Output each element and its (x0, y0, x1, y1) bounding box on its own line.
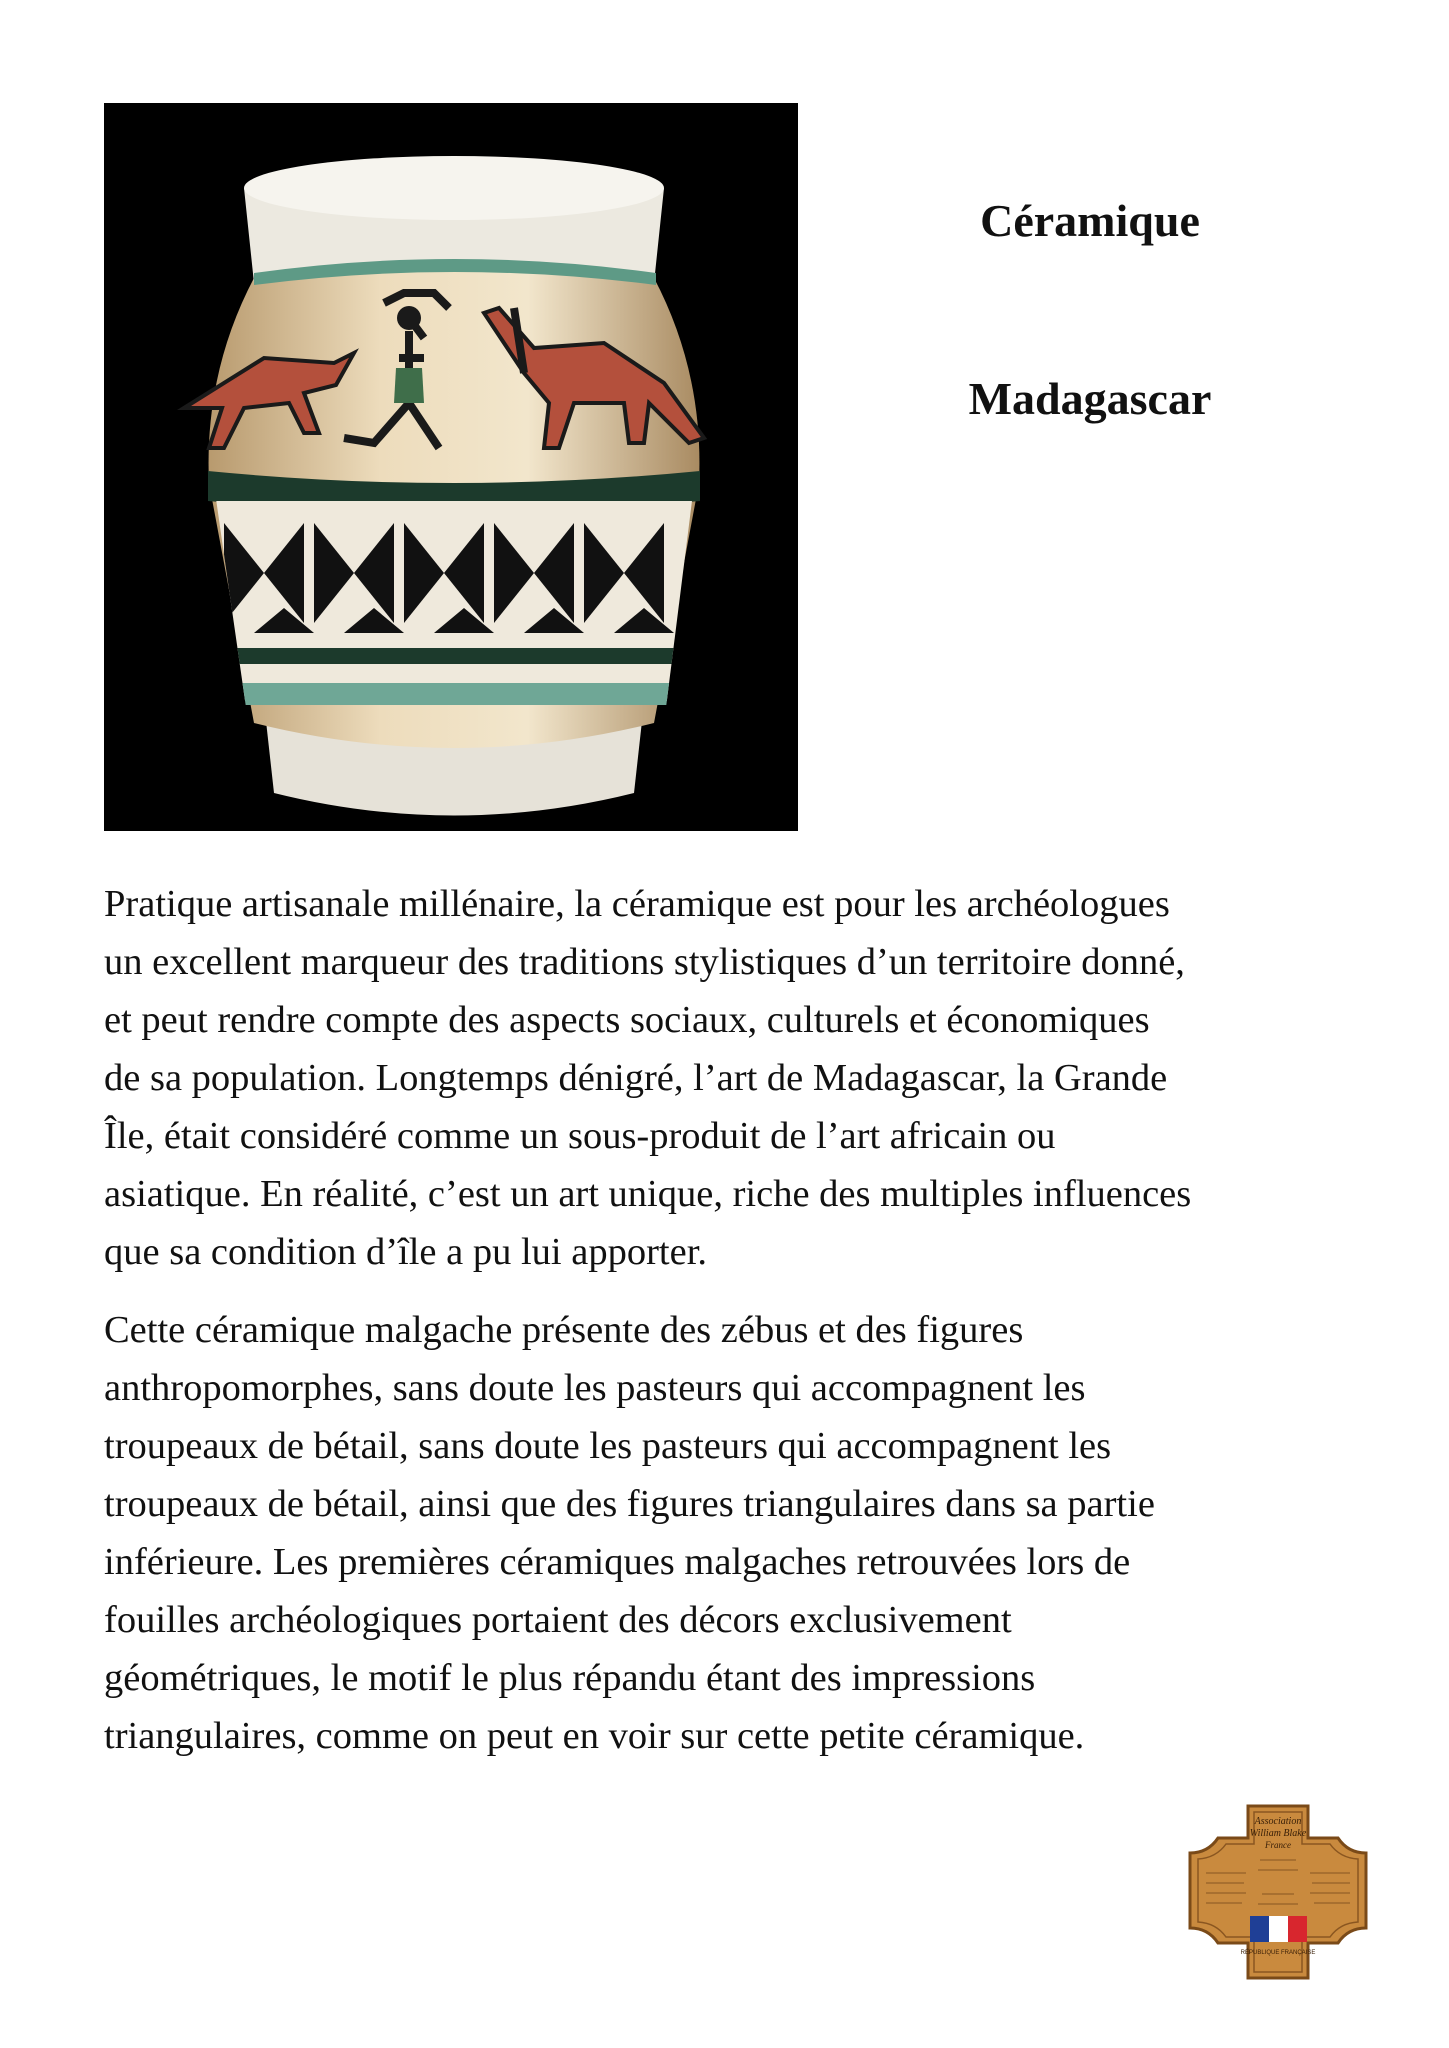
text-line: asiatique. En réalité, c’est un art unique, riche des multiples influences (104, 1173, 1192, 1215)
text-line: de sa population. Longtemps dénigré, l’art de Madagascar, la Grande (104, 1057, 1168, 1099)
text-line: Pratique artisanale millénaire, la céramique est pour les archéologues (104, 883, 1170, 925)
page-title: Céramique (980, 195, 1200, 246)
text-line: fouilles archéologiques portaient des décors exclusivement (104, 1599, 1012, 1641)
stamp-logo (1178, 1798, 1378, 1986)
paragraph-introduction (104, 875, 1364, 1281)
page-subtitle: Madagascar (968, 373, 1212, 424)
association-stamp (1178, 1798, 1378, 1986)
french-flag-icon (1250, 1916, 1307, 1942)
vase-photo (104, 103, 798, 831)
stamp-text-line-3: France (1265, 1840, 1291, 1850)
text-line: troupeaux de bétail, ainsi que des figures triangulaires dans sa partie (104, 1483, 1155, 1525)
text-line: troupeaux de bétail, sans doute les pasteurs qui accompagnent les (104, 1425, 1112, 1467)
paragraph-description (104, 1301, 1364, 1765)
text-line: un excellent marqueur des traditions stylistiques d’un territoire donné, (104, 941, 1185, 983)
text-line: géométriques, le motif le plus répandu étant des impressions (104, 1657, 1036, 1699)
vase-illustration (104, 103, 798, 831)
text-line: et peut rendre compte des aspects sociaux, culturels et économiques (104, 999, 1150, 1041)
stamp-text-line-2: William Blake (1249, 1828, 1307, 1839)
stamp-text-line-1: Association (1254, 1816, 1302, 1827)
text-line: anthropomorphes, sans doute les pasteurs qui accompagnent les (104, 1367, 1086, 1409)
text-line: inférieure. Les premières céramiques malgaches retrouvées lors de (104, 1541, 1131, 1583)
text-line: que sa condition d’île a pu lui apporter. (104, 1231, 708, 1273)
stamp-footer: RÉPUBLIQUE FRANÇAISE (1240, 1950, 1316, 1956)
text-line: Cette céramique malgache présente des zébus et des figures (104, 1309, 1024, 1351)
text-line: triangulaires, comme on peut en voir sur cette petite céramique. (104, 1715, 1085, 1757)
text-line: Île, était considéré comme un sous-produit de l’art africain ou (104, 1115, 1056, 1157)
